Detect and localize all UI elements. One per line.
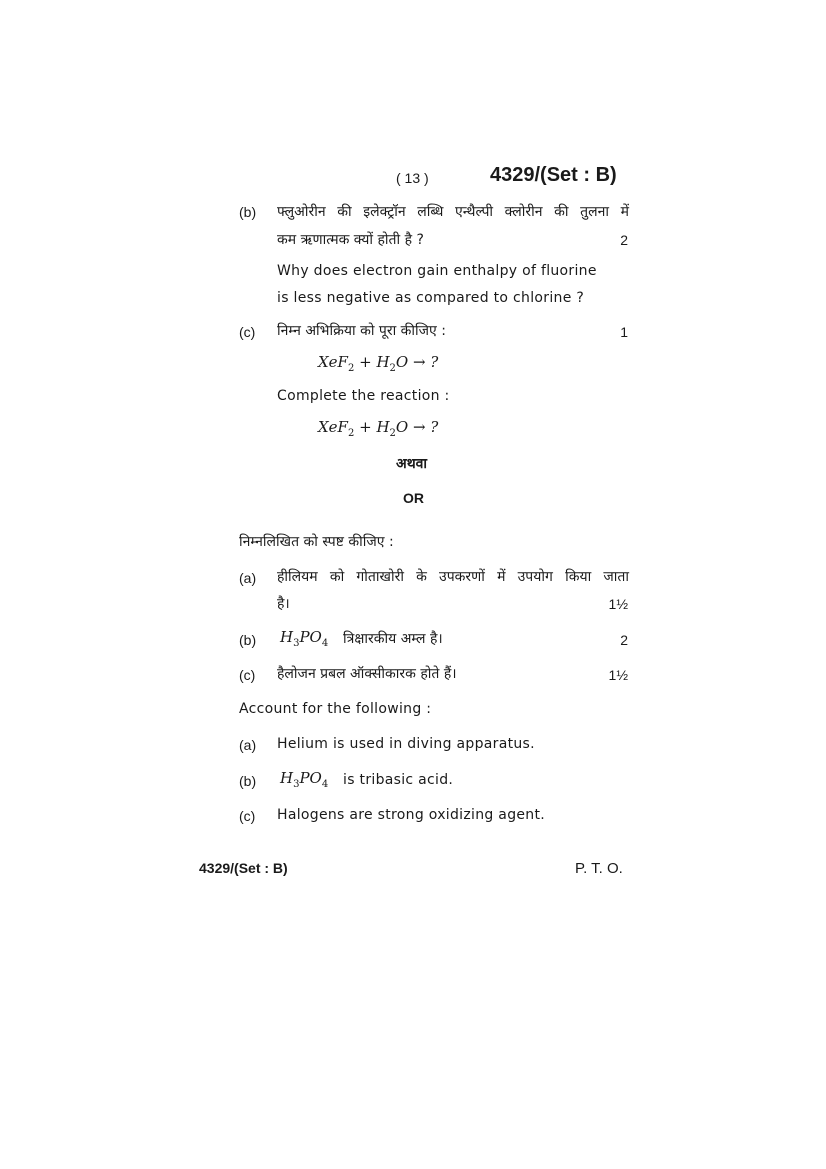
alt-hindi-intro: निम्नलिखित को स्पष्ट कीजिए : <box>239 534 394 550</box>
alt-a-hindi-line2: है। <box>277 596 290 612</box>
question-b-english-line1: Why does electron gain enthalpy of fluorine <box>277 263 597 279</box>
alt-a-english-label: (a) <box>239 737 257 753</box>
question-b-english-line2: is less negative as compared to chlorine ? <box>277 290 585 306</box>
alt-b-marks: 2 <box>620 632 628 648</box>
paper-code-header: 4329/(Set : B) <box>490 164 617 186</box>
question-b-hindi-line1: फ्लुओरीन की इलेक्ट्रॉन लब्धि एन्थैल्पी क्लोरीन की तुलना में <box>277 204 629 220</box>
alt-c-english-label: (c) <box>239 808 256 824</box>
alt-english-intro: Account for the following : <box>239 701 432 717</box>
reaction-equation-hindi: $XeF_2 + H_2O$ → ? <box>318 353 439 374</box>
alt-b-hindi: त्रिक्षारकीय अम्ल है। <box>343 631 443 647</box>
alt-c-english: Halogens are strong oxidizing agent. <box>277 807 546 823</box>
alt-a-hindi-line1: हीलियम को गोताखोरी के उपकरणों में उपयोग किया जाता <box>277 569 629 585</box>
alt-b-english: is tribasic acid. <box>343 772 454 788</box>
question-b-marks: 2 <box>620 232 628 248</box>
question-c-label: (c) <box>239 324 256 340</box>
alt-b-english-label: (b) <box>239 773 257 789</box>
alt-c-hindi: हैलोजन प्रबल ऑक्सीकारक होते हैं। <box>277 666 457 682</box>
alt-a-marks: 1½ <box>608 596 628 612</box>
alt-a-english: Helium is used in diving apparatus. <box>277 736 535 752</box>
alt-b-formula-english: $H_3PO_4$ <box>280 769 329 790</box>
alt-c-marks: 1½ <box>608 667 628 683</box>
alt-c-label: (c) <box>239 667 256 683</box>
or-english: OR <box>403 490 424 506</box>
question-c-hindi: निम्न अभिक्रिया को पूरा कीजिए : <box>277 323 446 339</box>
alt-a-label: (a) <box>239 570 257 586</box>
question-c-marks: 1 <box>620 324 628 340</box>
page-number: ( 13 ) <box>396 170 429 186</box>
footer-paper-code: 4329/(Set : B) <box>199 860 288 876</box>
question-b-hindi-line2: कम ऋणात्मक क्यों होती है ? <box>277 232 424 248</box>
question-b-label: (b) <box>239 204 257 220</box>
footer-pto: P. T. O. <box>575 860 623 877</box>
or-hindi: अथवा <box>396 456 428 472</box>
reaction-equation-english: $XeF_2 + H_2O$ → ? <box>318 418 439 439</box>
question-c-english: Complete the reaction : <box>277 388 450 404</box>
alt-b-label: (b) <box>239 632 257 648</box>
alt-b-formula-hindi: $H_3PO_4$ <box>280 628 329 649</box>
